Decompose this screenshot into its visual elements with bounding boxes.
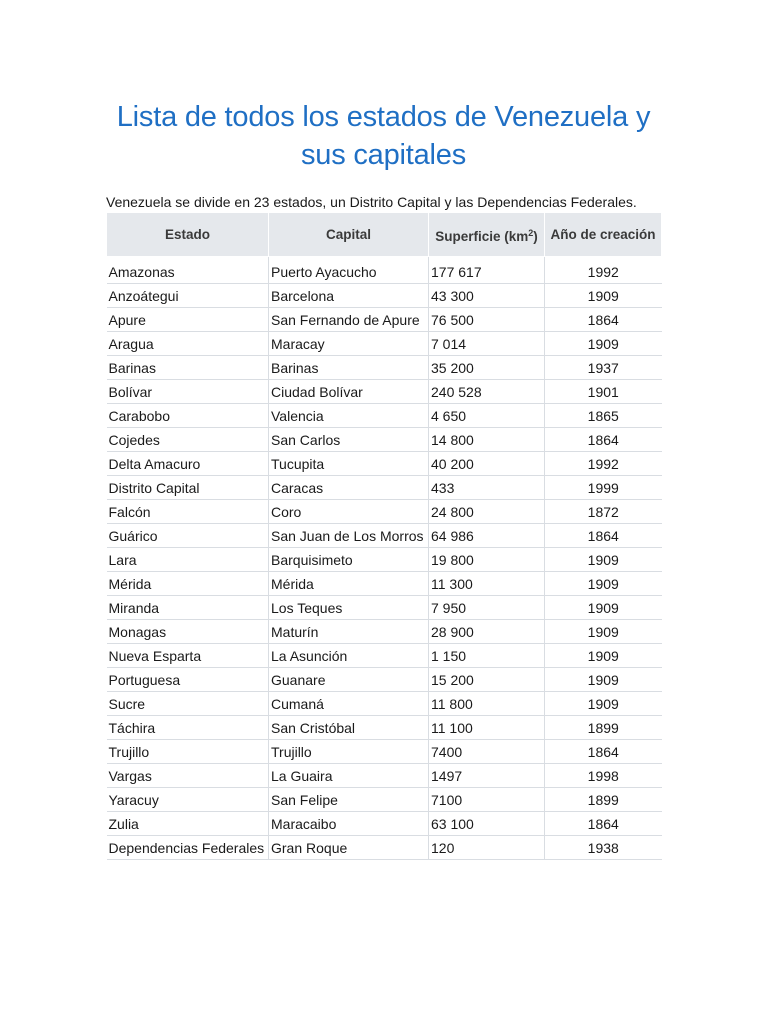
table-row [107,428,662,452]
cell-anio: 1909 [545,620,662,644]
cell-capital: La Guaira [269,764,429,788]
cell-superficie: 120 [429,836,545,860]
cell-estado: Barinas [107,356,269,380]
cell-anio: 1909 [545,332,662,356]
header-superficie-text: Superficie (km [435,228,529,244]
cell-superficie: 11 100 [429,716,545,740]
cell-anio: 1937 [545,356,662,380]
table-row [107,644,662,668]
cell-capital: Cumaná [269,692,429,716]
table-row [107,668,662,692]
header-anio: Año de creación [545,213,662,257]
table-row [107,284,662,308]
header-superficie [429,213,545,257]
cell-estado: Monagas [107,620,269,644]
cell-superficie: 19 800 [429,548,545,572]
cell-superficie: 15 200 [429,668,545,692]
cell-anio: 1909 [545,548,662,572]
cell-superficie: 7 950 [429,596,545,620]
cell-anio: 1864 [545,428,662,452]
table-header [107,213,662,257]
cell-capital: La Asunción [269,644,429,668]
cell-estado: Guárico [107,524,269,548]
cell-superficie: 7400 [429,740,545,764]
cell-superficie: 76 500 [429,308,545,332]
cell-capital: Trujillo [269,740,429,764]
cell-anio: 1938 [545,836,662,860]
cell-anio: 1864 [545,308,662,332]
states-table [106,212,662,860]
table-row [107,764,662,788]
cell-anio: 1909 [545,692,662,716]
cell-superficie: 1 150 [429,644,545,668]
table-row [107,332,662,356]
cell-capital: Los Teques [269,596,429,620]
cell-estado: Amazonas [107,257,269,284]
cell-anio: 1864 [545,812,662,836]
cell-capital: Mérida [269,572,429,596]
cell-estado: Distrito Capital [107,476,269,500]
header-estado: Estado [107,213,269,257]
cell-anio: 1864 [545,524,662,548]
cell-estado: Zulia [107,812,269,836]
cell-anio: 1992 [545,452,662,476]
cell-capital: San Cristóbal [269,716,429,740]
table-row [107,596,662,620]
table-row [107,476,662,500]
table-row [107,404,662,428]
cell-superficie: 4 650 [429,404,545,428]
cell-superficie: 11 300 [429,572,545,596]
cell-estado: Aragua [107,332,269,356]
cell-estado: Portuguesa [107,668,269,692]
cell-superficie: 433 [429,476,545,500]
intro-paragraph: Venezuela se divide en 23 estados, un Distrito Capital y las Dependencias Federales. [106,194,637,210]
cell-anio: 1992 [545,257,662,284]
cell-capital: Tucupita [269,452,429,476]
table-row [107,380,662,404]
cell-anio: 1909 [545,644,662,668]
cell-estado: Carabobo [107,404,269,428]
cell-estado: Yaracuy [107,788,269,812]
cell-estado: Dependencias Federales [107,836,269,860]
cell-superficie: 177 617 [429,257,545,284]
cell-estado: Táchira [107,716,269,740]
cell-superficie: 28 900 [429,620,545,644]
header-superficie-exponent: 2 [528,227,534,238]
cell-estado: Lara [107,548,269,572]
cell-estado: Vargas [107,764,269,788]
cell-capital: Ciudad Bolívar [269,380,429,404]
cell-capital: San Fernando de Apure [269,308,429,332]
cell-capital: Gran Roque [269,836,429,860]
cell-capital: Barinas [269,356,429,380]
cell-estado: Apure [107,308,269,332]
cell-capital: San Juan de Los Morros [269,524,429,548]
cell-estado: Miranda [107,596,269,620]
cell-superficie: 24 800 [429,500,545,524]
header-row [107,213,662,257]
cell-anio: 1909 [545,596,662,620]
cell-anio: 1864 [545,740,662,764]
cell-capital: Valencia [269,404,429,428]
header-capital: Capital [269,213,429,257]
cell-estado: Delta Amacuro [107,452,269,476]
table-row [107,740,662,764]
cell-capital: San Felipe [269,788,429,812]
cell-estado: Sucre [107,692,269,716]
table-row [107,572,662,596]
cell-capital: San Carlos [269,428,429,452]
table-row [107,836,662,860]
table-row [107,524,662,548]
cell-superficie: 240 528 [429,380,545,404]
cell-anio: 1899 [545,716,662,740]
cell-anio: 1909 [545,572,662,596]
table-row [107,548,662,572]
page-title: Lista de todos los estados de Venezuela y sus capitales [116,101,651,171]
cell-anio: 1872 [545,500,662,524]
cell-capital: Caracas [269,476,429,500]
table-row [107,308,662,332]
document-page [106,98,661,860]
cell-superficie: 40 200 [429,452,545,476]
table-row [107,356,662,380]
cell-estado: Nueva Esparta [107,644,269,668]
table-body [107,257,662,860]
cell-superficie: 11 800 [429,692,545,716]
cell-anio: 1909 [545,284,662,308]
cell-capital: Puerto Ayacucho [269,257,429,284]
cell-anio: 1998 [545,764,662,788]
cell-anio: 1909 [545,668,662,692]
header-superficie-close: ) [533,228,538,244]
table-row [107,812,662,836]
cell-anio: 1999 [545,476,662,500]
cell-capital: Barquisimeto [269,548,429,572]
table-row [107,452,662,476]
cell-capital: Guanare [269,668,429,692]
cell-superficie: 14 800 [429,428,545,452]
cell-estado: Trujillo [107,740,269,764]
cell-estado: Cojedes [107,428,269,452]
cell-superficie: 7 014 [429,332,545,356]
table-row [107,257,662,284]
cell-superficie: 64 986 [429,524,545,548]
cell-estado: Bolívar [107,380,269,404]
cell-anio: 1899 [545,788,662,812]
table-row [107,620,662,644]
cell-superficie: 7100 [429,788,545,812]
cell-superficie: 1497 [429,764,545,788]
cell-capital: Maturín [269,620,429,644]
table-row [107,692,662,716]
cell-superficie: 63 100 [429,812,545,836]
cell-capital: Maracaibo [269,812,429,836]
cell-capital: Barcelona [269,284,429,308]
cell-estado: Falcón [107,500,269,524]
cell-capital: Coro [269,500,429,524]
table-row [107,500,662,524]
cell-capital: Maracay [269,332,429,356]
cell-superficie: 43 300 [429,284,545,308]
cell-estado: Mérida [107,572,269,596]
cell-anio: 1865 [545,404,662,428]
cell-anio: 1901 [545,380,662,404]
table-row [107,716,662,740]
table-row [107,788,662,812]
cell-superficie: 35 200 [429,356,545,380]
cell-estado: Anzoátegui [107,284,269,308]
